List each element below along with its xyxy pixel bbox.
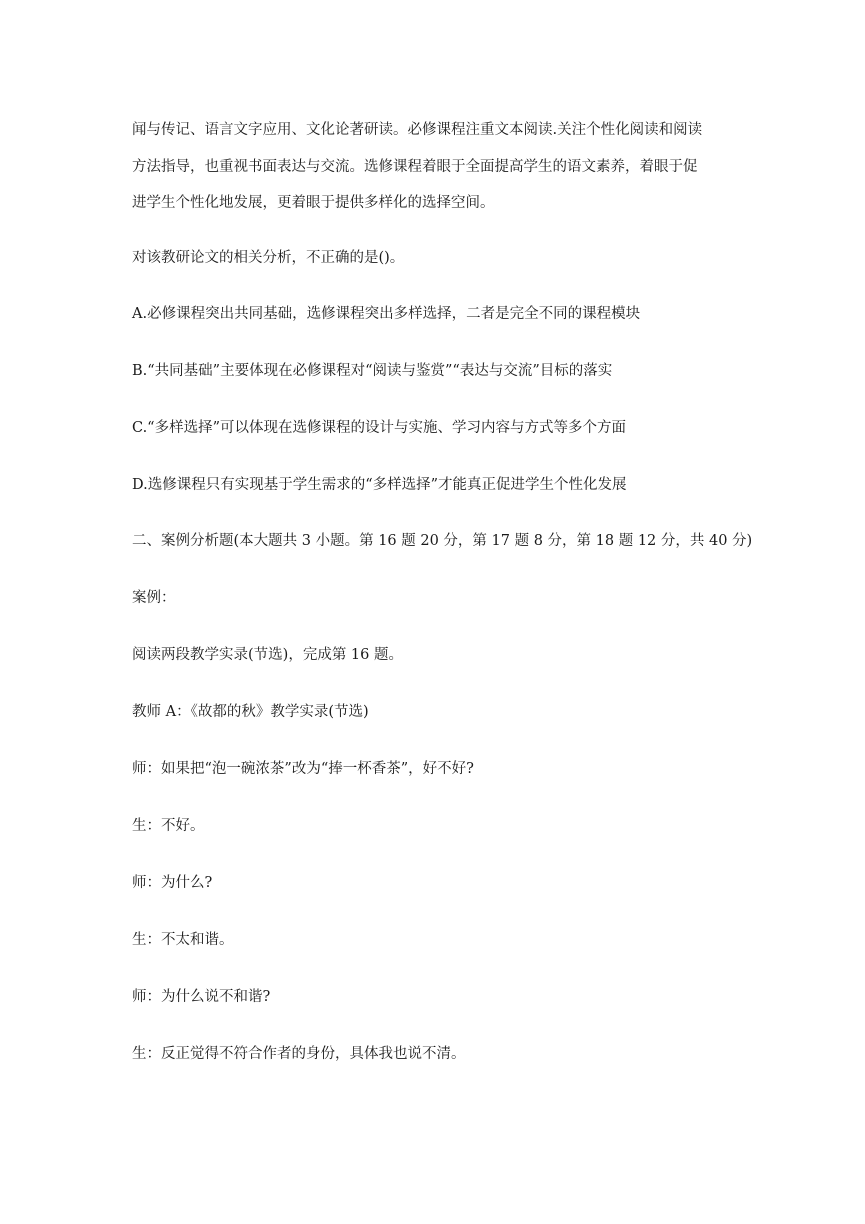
case-label: 案例： — [132, 590, 176, 606]
dialogue-line: 师：为什么? — [132, 875, 213, 891]
option-d: D.选修课程只有实现基于学生需求的“多样选择”才能真正促进学生个性化发展 — [132, 477, 627, 493]
dialogue-line: 师：如果把“泡一碗浓茶”改为“捧一杯香茶”，好不好? — [132, 761, 474, 777]
option-b: B.“共同基础”主要体现在必修课程对“阅读与鉴赏”“表达与交流”目标的落实 — [132, 363, 613, 379]
intro-line-1: 闻与传记、语言文字应用、文化论著研读。必修课程注重文本阅读.关注个性化阅读和阅读 — [132, 122, 703, 138]
instruction-text: 阅读两段教学实录(节选)，完成第 16 题。 — [132, 647, 403, 663]
option-a: A.必修课程突出共同基础，选修课程突出多样选择，二者是完全不同的课程模块 — [132, 306, 641, 322]
dialogue-line: 生：不好。 — [132, 818, 205, 834]
dialogue-line: 生：反正觉得不符合作者的身份，具体我也说不清。 — [132, 1046, 466, 1062]
section-heading: 二、案例分析题(本大题共 3 小题。第 16 题 20 分，第 17 题 8 分，第 18 题 12 分，共 40 分) — [132, 533, 753, 549]
option-c: C.“多样选择”可以体现在选修课程的设计与实施、学习内容与方式等多个方面 — [132, 420, 627, 436]
dialogue-line: 生：不太和谐。 — [132, 932, 234, 948]
teacher-title: 教师 A：《故都的秋》教学实录(节选) — [132, 704, 369, 720]
dialogue-line: 师：为什么说不和谐? — [132, 989, 271, 1005]
intro-line-3: 进学生个性化地发展，更着眼于提供多样化的选择空间。 — [132, 195, 495, 211]
question-text: 对该教研论文的相关分析，不正确的是()。 — [132, 250, 405, 266]
intro-line-2: 方法指导，也重视书面表达与交流。选修课程着眼于全面提高学生的语文素养，着眼于促 — [132, 159, 698, 175]
